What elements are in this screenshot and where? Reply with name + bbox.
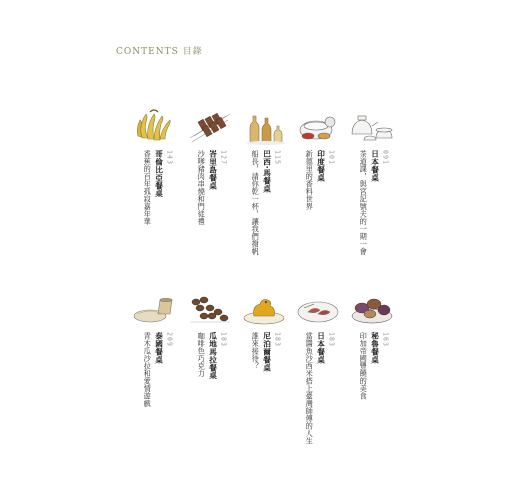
page-number: 183: [327, 332, 336, 347]
entry-description: 當醬魚沙西米搭上臺灣師傅的人生: [305, 332, 315, 445]
page-number: 183: [219, 332, 228, 347]
page-number: 101: [327, 150, 336, 165]
page-number: 115: [273, 150, 282, 165]
spice-pots-icon: [290, 106, 346, 146]
entry-description: 青木瓜沙拉和愛情遊戲: [143, 332, 153, 407]
page-number: 143: [165, 150, 174, 165]
entry-description: 誰來接待？: [251, 332, 261, 370]
page-number: 163: [381, 332, 390, 347]
entry-description: 船長，請你乾一杯，讓我們撥帆: [251, 150, 261, 255]
page-number: 091: [381, 150, 390, 165]
entry-title: 秘魯餐桌: [370, 332, 380, 364]
coffee-beans-icon: [182, 288, 238, 328]
entry-title: 巴西·馬餐桌: [262, 150, 272, 193]
entry-title: 泰國餐桌: [154, 332, 164, 364]
entry-description: 新德里的香料世界: [305, 150, 315, 210]
potatoes-icon: [344, 288, 400, 328]
bowl-cup-icon: [128, 288, 184, 328]
sashimi-plate-icon: [290, 288, 346, 328]
page-number: 209: [165, 332, 174, 347]
tea-set-icon: [344, 106, 400, 146]
page-number: 127: [219, 150, 228, 165]
entry-title: 峇里島餐桌: [208, 150, 218, 190]
contents-label-zh: 目錄: [182, 47, 203, 57]
contents-heading: [116, 44, 203, 57]
entry-description: 沙嗲豬肉串燒和門徒禮: [197, 150, 207, 225]
entry-description: 茶道課，與宮記號夫的一期一會: [359, 150, 369, 255]
entry-title: 瓜地馬拉餐桌: [208, 332, 218, 380]
entry-title: 印度餐桌: [316, 150, 326, 182]
entry-title: 日本餐桌: [316, 332, 326, 364]
duck-dish-icon: [236, 288, 292, 328]
entry-title: 日本餐桌: [370, 150, 380, 182]
skewers-icon: [182, 106, 238, 146]
page-number: 183: [273, 332, 282, 347]
entry-description: 咖啡色巧克力: [197, 332, 207, 377]
bananas-icon: [128, 106, 184, 146]
bottles-icon: [236, 106, 292, 146]
entry-description: 印加帝國豐饒的美食: [359, 332, 369, 400]
entry-title: 尼泊爾餐桌: [262, 332, 272, 372]
contents-label: CONTENTS: [116, 47, 179, 57]
entry-description: 香蕉的百年孤寂嘉年華: [143, 150, 153, 225]
entry-title: 哥倫比亞餐桌: [154, 150, 164, 198]
